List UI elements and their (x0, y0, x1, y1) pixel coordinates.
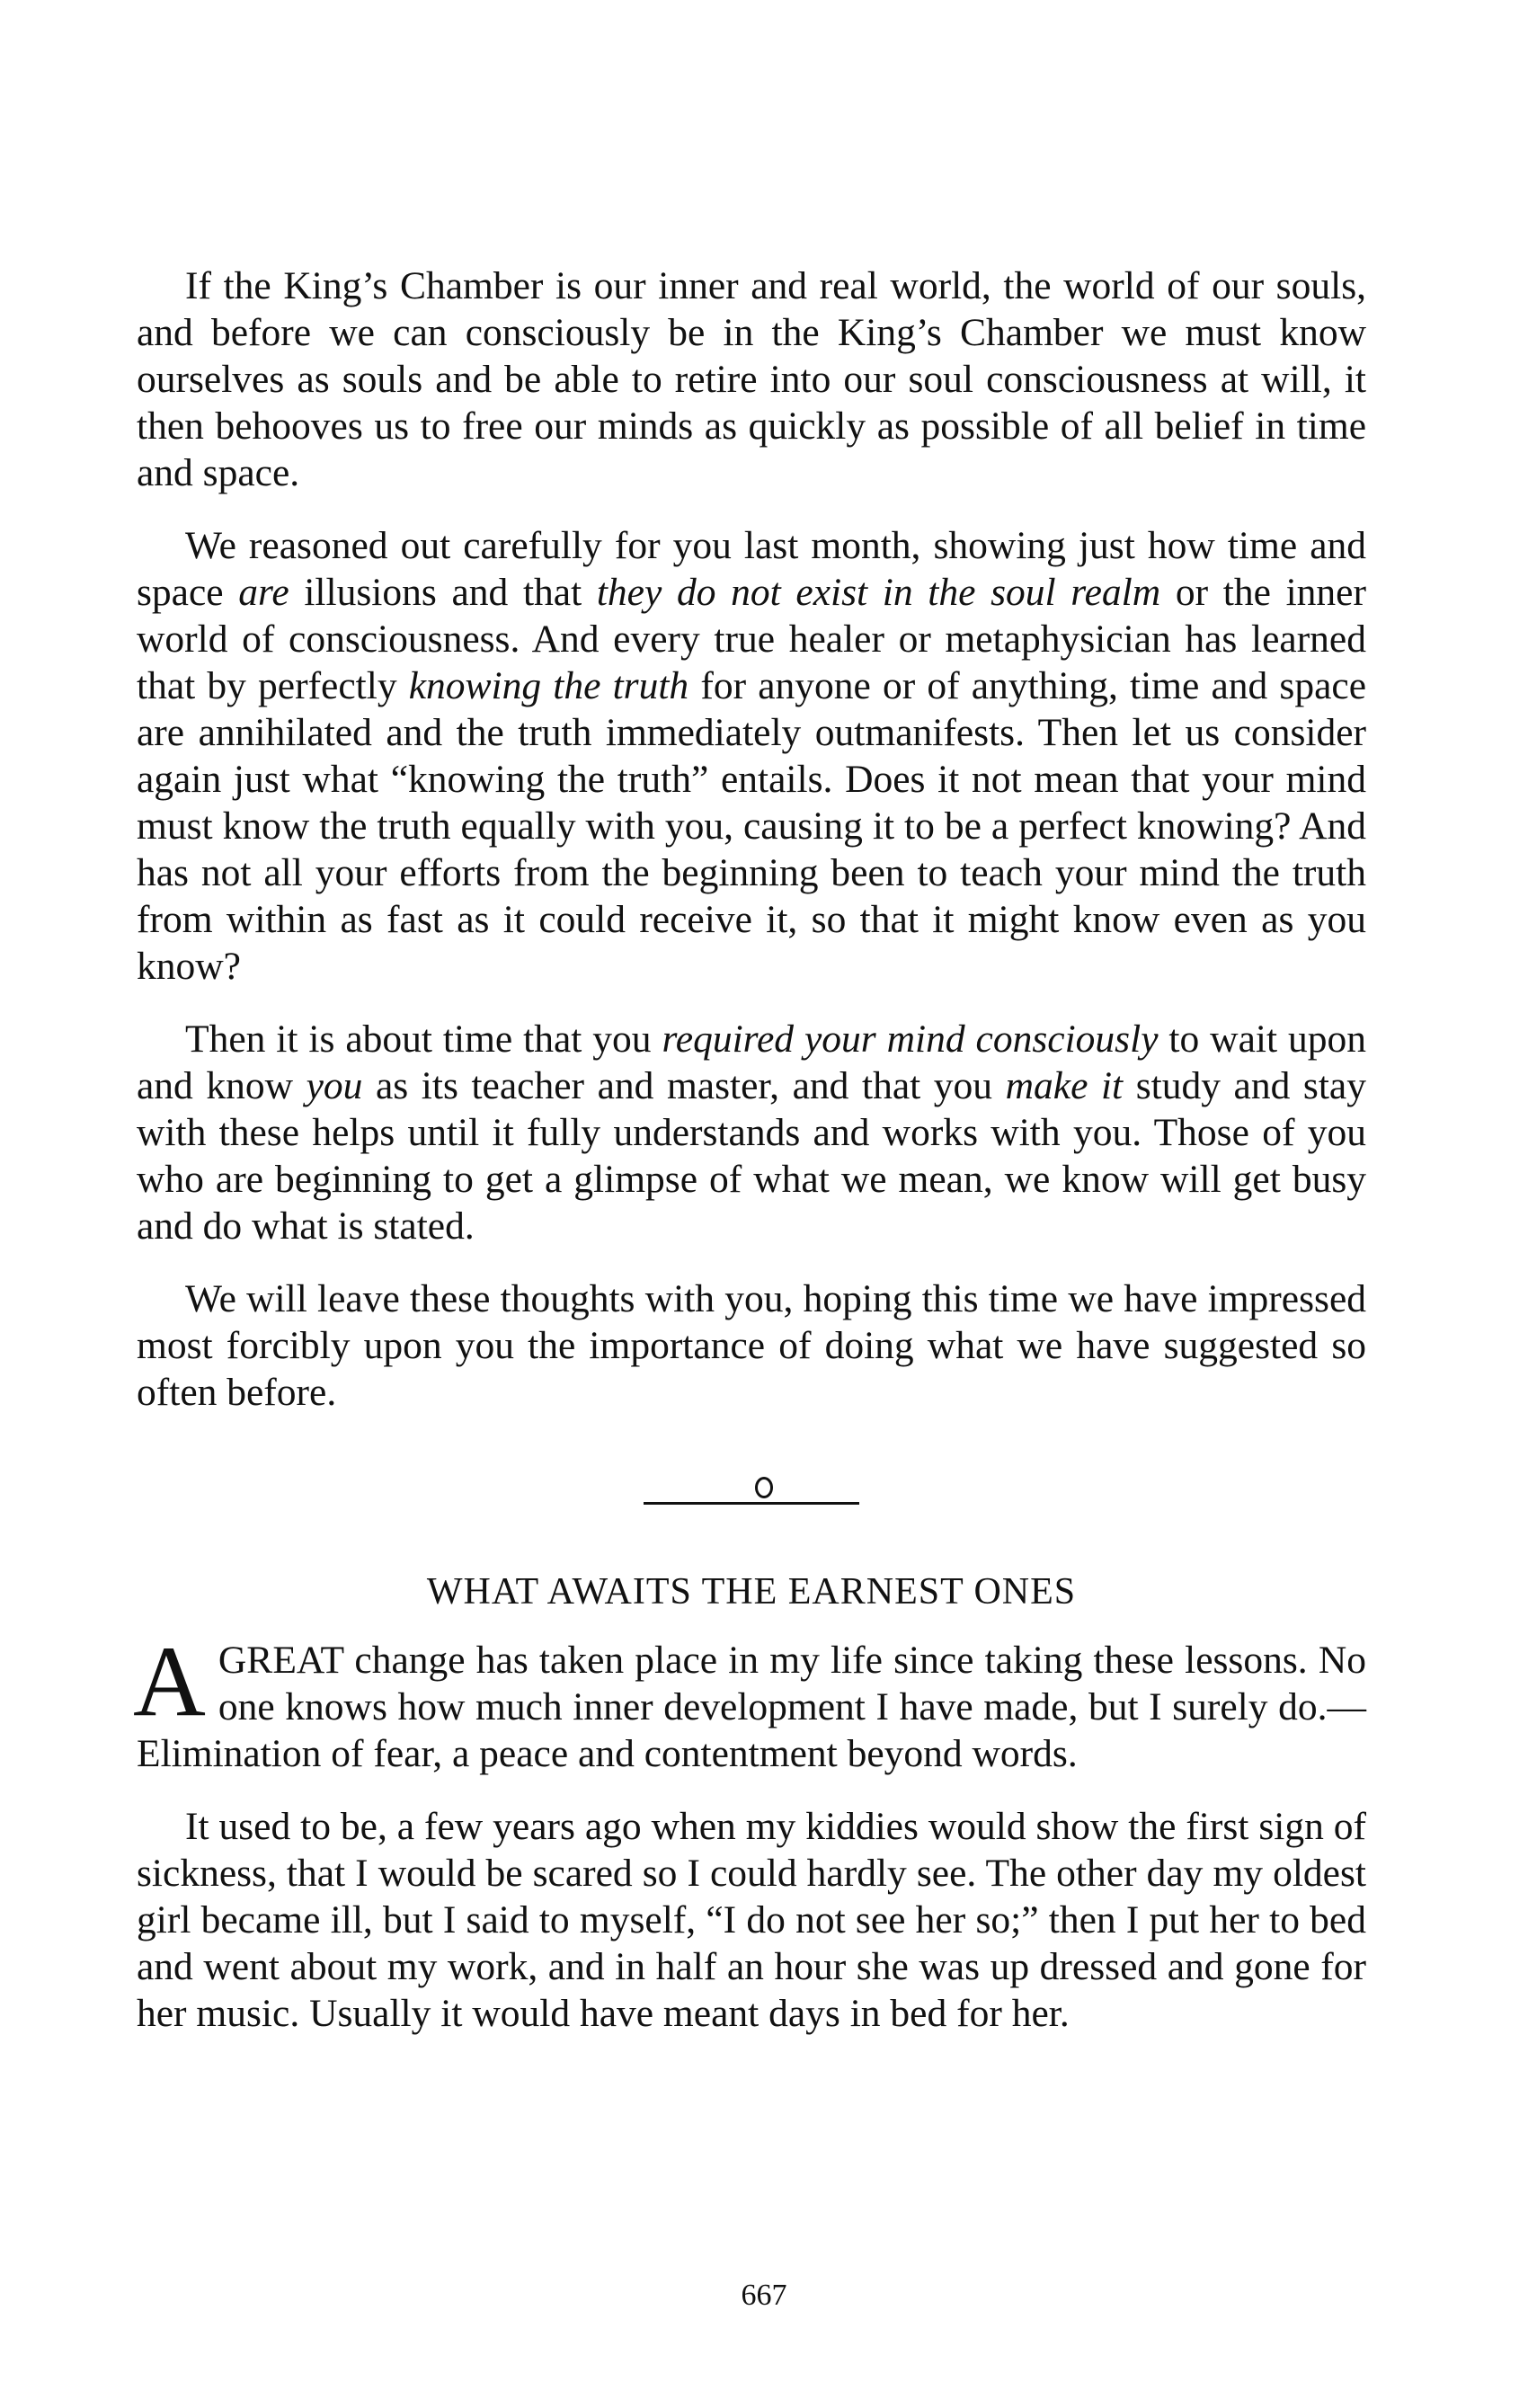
paragraph-text: We reasoned out carefully for you last month, showing just how time and space (137, 524, 1366, 614)
paragraph-text: study and stay with these helps until it fully understands and works with you. Those of you who are beginning to get a glimpse of what we mean, we know will get busy and do what is stated. (137, 1064, 1366, 1248)
page-number: 667 (741, 2279, 787, 2312)
paragraph-text: It used to be, a few years ago when my kiddies would show the first sign of sickness, that I would be scared so I could hardly see. The other day my oldest girl became ill, but I said to myself, “I do not see her so;” then I put her to bed and went about my work, and in half an hour she was up dressed and gone for her music. Usually it would have meant days in bed for her. (137, 1805, 1366, 2035)
italic-emphasis: they do not exist in the soul realm (596, 571, 1161, 614)
italic-emphasis: are (238, 571, 289, 614)
italic-emphasis: make it (1005, 1064, 1124, 1107)
article-continuation (137, 262, 1366, 1416)
paragraph-text: or the inner world of consciousness. And every true healer or metaphysician has learned that by perfectly (137, 571, 1366, 707)
paragraph-text: for anyone or of anything, time and space are annihilated and the truth immediately outmanifests. Then let us consider again just what “knowing the truth” entails. Does it not mean that your mind must know the truth equally with you, causing it to be a perfect knowing? And has not all your efforts from the beginning been to teach your mind the truth from within as fast as it could receive it, so that it might know even as you know? (137, 664, 1366, 988)
paragraph (137, 1803, 1366, 2037)
italic-emphasis: required your mind consciously (662, 1017, 1159, 1061)
drop-cap-letter: A (133, 1626, 206, 1737)
page-body (133, 262, 1366, 2063)
first-testimonial-paragraph (133, 1626, 1366, 1777)
paragraph-text: If the King’s Chamber is our inner and real world, the world of our souls, and before we can consciously be in the King’s Chamber we must know ourselves as souls and be able to retire into our soul consciousness at will, it then behooves us to free our minds as quickly as possible of all belief in time and space. (137, 264, 1366, 494)
paragraph (137, 262, 1366, 496)
paragraph-text: to wait upon and know (137, 1017, 1366, 1107)
testimonial-continuation (137, 1803, 1366, 2037)
first-paragraph-text: GREAT change has taken place in my life since taking these lessons. No one knows how much inner development I have made, but I surely do.—Elimination of fear, a peace and contentment beyond words. (137, 1639, 1366, 1775)
section-divider (137, 1486, 1366, 1513)
divider-ornament (755, 1477, 773, 1498)
paragraph-text: as its teacher and master, and that you (362, 1064, 1006, 1107)
italic-emphasis: you (306, 1064, 363, 1107)
italic-emphasis: knowing the truth (408, 664, 689, 707)
paragraph-text: We will leave these thoughts with you, hoping this time we have impressed most forcibly upon you the importance of doing what we have suggested so often before. (137, 1277, 1366, 1414)
paragraph (137, 1016, 1366, 1249)
paragraph (137, 1275, 1366, 1416)
paragraph-text: Then it is about time that you (185, 1017, 662, 1061)
paragraph-text: illusions and that (289, 571, 597, 614)
section-heading: WHAT AWAITS THE EARNEST ONES (426, 1571, 1077, 1613)
divider-rule (644, 1502, 859, 1505)
paragraph (137, 522, 1366, 990)
